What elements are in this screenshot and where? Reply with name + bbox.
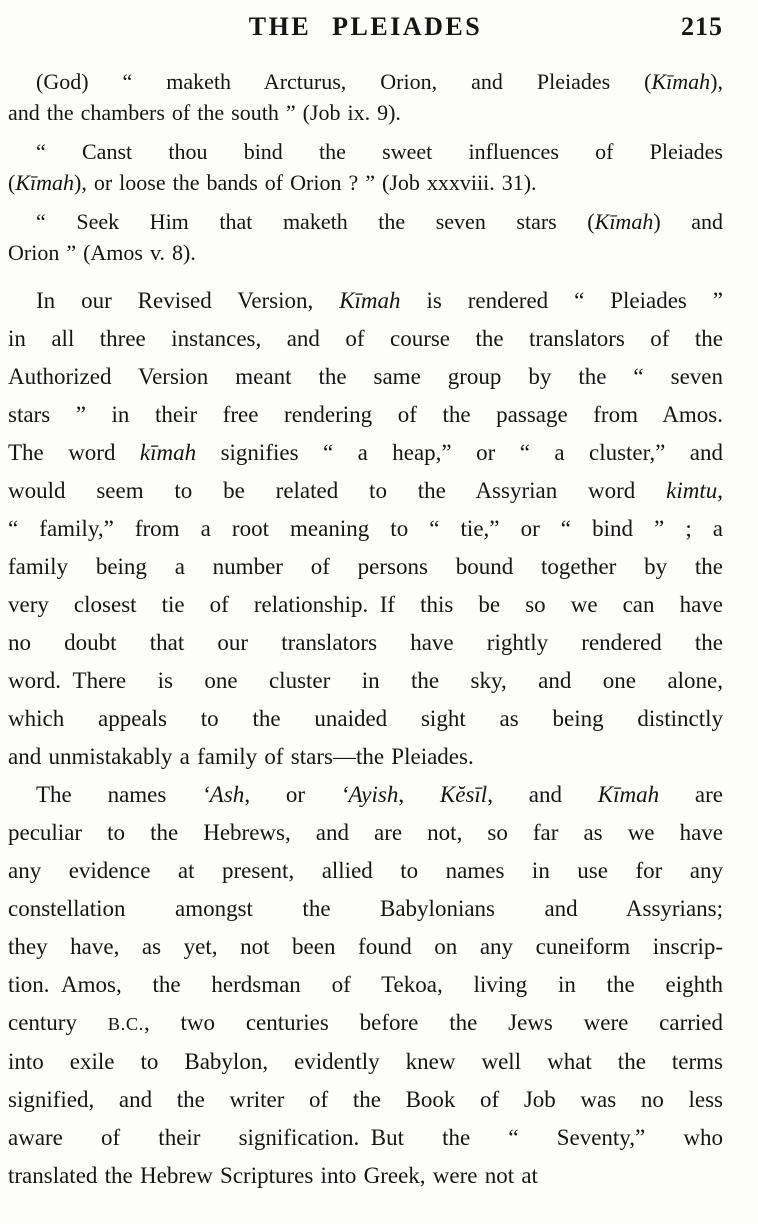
text-line	[8, 1081, 723, 1119]
text-run: ) and	[653, 209, 723, 234]
text-line	[8, 282, 723, 320]
text-line	[8, 1157, 723, 1195]
text-line	[8, 852, 723, 890]
text-run: would seem to be related to the Assyrian word	[8, 478, 667, 503]
text-run: The names	[36, 782, 203, 807]
text-run: constellation amongst the Babylonians and Assyrians;	[8, 896, 723, 921]
text-line	[8, 738, 723, 776]
text-line	[8, 890, 723, 928]
text-line	[8, 472, 723, 510]
italic-term: Kīmah	[339, 288, 401, 313]
text-run: they have, as yet, not been found on any cuneiform inscrip-	[8, 934, 723, 959]
text-line	[8, 320, 723, 358]
text-run: word. There is one cluster in the sky, and one alone,	[8, 668, 723, 693]
text-line	[8, 97, 723, 128]
quote-amos-v-8	[8, 206, 723, 268]
text-run: “ Seek Him that maketh the seven stars (	[36, 209, 595, 234]
text-line	[8, 358, 723, 396]
text-line	[8, 586, 723, 624]
text-line	[8, 396, 723, 434]
text-line	[8, 167, 723, 198]
italic-term: ‘Ayish	[340, 782, 399, 807]
text-run: stars ” in their free rendering of the passage from Amos.	[8, 402, 723, 427]
italic-term: kīmah	[139, 440, 197, 465]
text-line	[8, 776, 723, 814]
text-run: century	[8, 1010, 108, 1035]
italic-term: Kīmah	[594, 209, 654, 234]
text-line	[8, 814, 723, 852]
text-line	[8, 136, 723, 167]
text-run: , and	[487, 782, 598, 807]
page-number: 215	[681, 12, 723, 41]
text-line	[8, 66, 723, 97]
italic-term: ‘Ash	[202, 782, 245, 807]
text-run: signifies “ a heap,” or “ a cluster,” and	[196, 440, 723, 465]
text-run: Authorized Version meant the same group by the “ seven	[8, 364, 723, 389]
text-run: family being a number of persons bound together by the	[8, 554, 723, 579]
text-run: , or	[244, 782, 341, 807]
text-run: translated the Hebrew Scriptures into Greek, were not at	[8, 1163, 538, 1188]
text-line	[8, 1004, 723, 1043]
text-run: “ Canst thou bind the sweet influences of Pleiades	[36, 139, 723, 164]
text-line	[8, 548, 723, 586]
text-run: ),	[710, 69, 723, 94]
paragraph-hebrew-names	[8, 776, 723, 1195]
text-run: ,	[398, 782, 440, 807]
text-run: into exile to Babylon, evidently knew well what the terms	[8, 1049, 723, 1074]
text-run: In our Revised Version,	[36, 288, 340, 313]
text-run: are	[659, 782, 723, 807]
text-line	[8, 1119, 723, 1157]
text-line	[8, 966, 723, 1004]
text-line	[8, 237, 723, 268]
text-line	[8, 1043, 723, 1081]
text-run: tion. Amos, the herdsman of Tekoa, living in the eighth	[8, 972, 723, 997]
text-run: aware of their signification. But the “ Seventy,” who	[8, 1125, 723, 1150]
paragraph-revised-version	[8, 282, 723, 776]
text-run: Orion ” (Amos v. 8).	[8, 240, 196, 265]
text-run: B.C.	[107, 1014, 144, 1034]
italic-term: kimtu	[666, 478, 718, 503]
text-run: very closest tie of relationship. If this be so we can have	[8, 592, 723, 617]
text-run: signified, and the writer of the Book of Job was no less	[8, 1087, 723, 1112]
quote-job-xxxviii-31	[8, 136, 723, 198]
page-header	[8, 10, 723, 44]
text-run: is rendered “ Pleiades ”	[400, 288, 723, 313]
text-run: ,	[717, 478, 723, 503]
quote-job-ix-9	[8, 66, 723, 128]
text-run: (God) “ maketh Arcturus, Orion, and Pleiades (	[36, 69, 652, 94]
text-run: in all three instances, and of course the translators of the	[8, 326, 723, 351]
text-line	[8, 206, 723, 237]
italic-term: Kīmah	[651, 69, 711, 94]
text-line	[8, 434, 723, 472]
text-run: which appeals to the unaided sight as being distinctly	[8, 706, 723, 731]
text-line	[8, 624, 723, 662]
scripture-quotes	[8, 66, 723, 268]
text-run: (	[8, 170, 16, 195]
text-run: no doubt that our translators have rightly rendered the	[8, 630, 723, 655]
running-title: THE PLEIADES	[248, 12, 483, 41]
text-run: and unmistakably a family of stars—the Pleiades.	[8, 744, 474, 769]
text-run: ), or loose the bands of Orion ? ” (Job xxxviii. 31).	[74, 170, 537, 195]
text-run: peculiar to the Hebrews, and are not, so far as we have	[8, 820, 723, 845]
text-run: “ family,” from a root meaning to “ tie,” or “ bind ” ; a	[8, 516, 723, 541]
text-run: any evidence at present, allied to names in use for any	[8, 858, 723, 883]
text-line	[8, 510, 723, 548]
text-line	[8, 928, 723, 966]
text-line	[8, 662, 723, 700]
text-line	[8, 700, 723, 738]
text-run: , two centuries before the Jews were carried	[143, 1010, 724, 1035]
text-run: and the chambers of the south ” (Job ix. 9).	[8, 100, 401, 125]
italic-term: Kīmah	[597, 782, 660, 807]
body-text	[8, 282, 723, 1195]
text-run: The word	[8, 440, 140, 465]
italic-term: Kīmah	[15, 170, 75, 195]
italic-term: Kĕsīl	[439, 782, 488, 807]
